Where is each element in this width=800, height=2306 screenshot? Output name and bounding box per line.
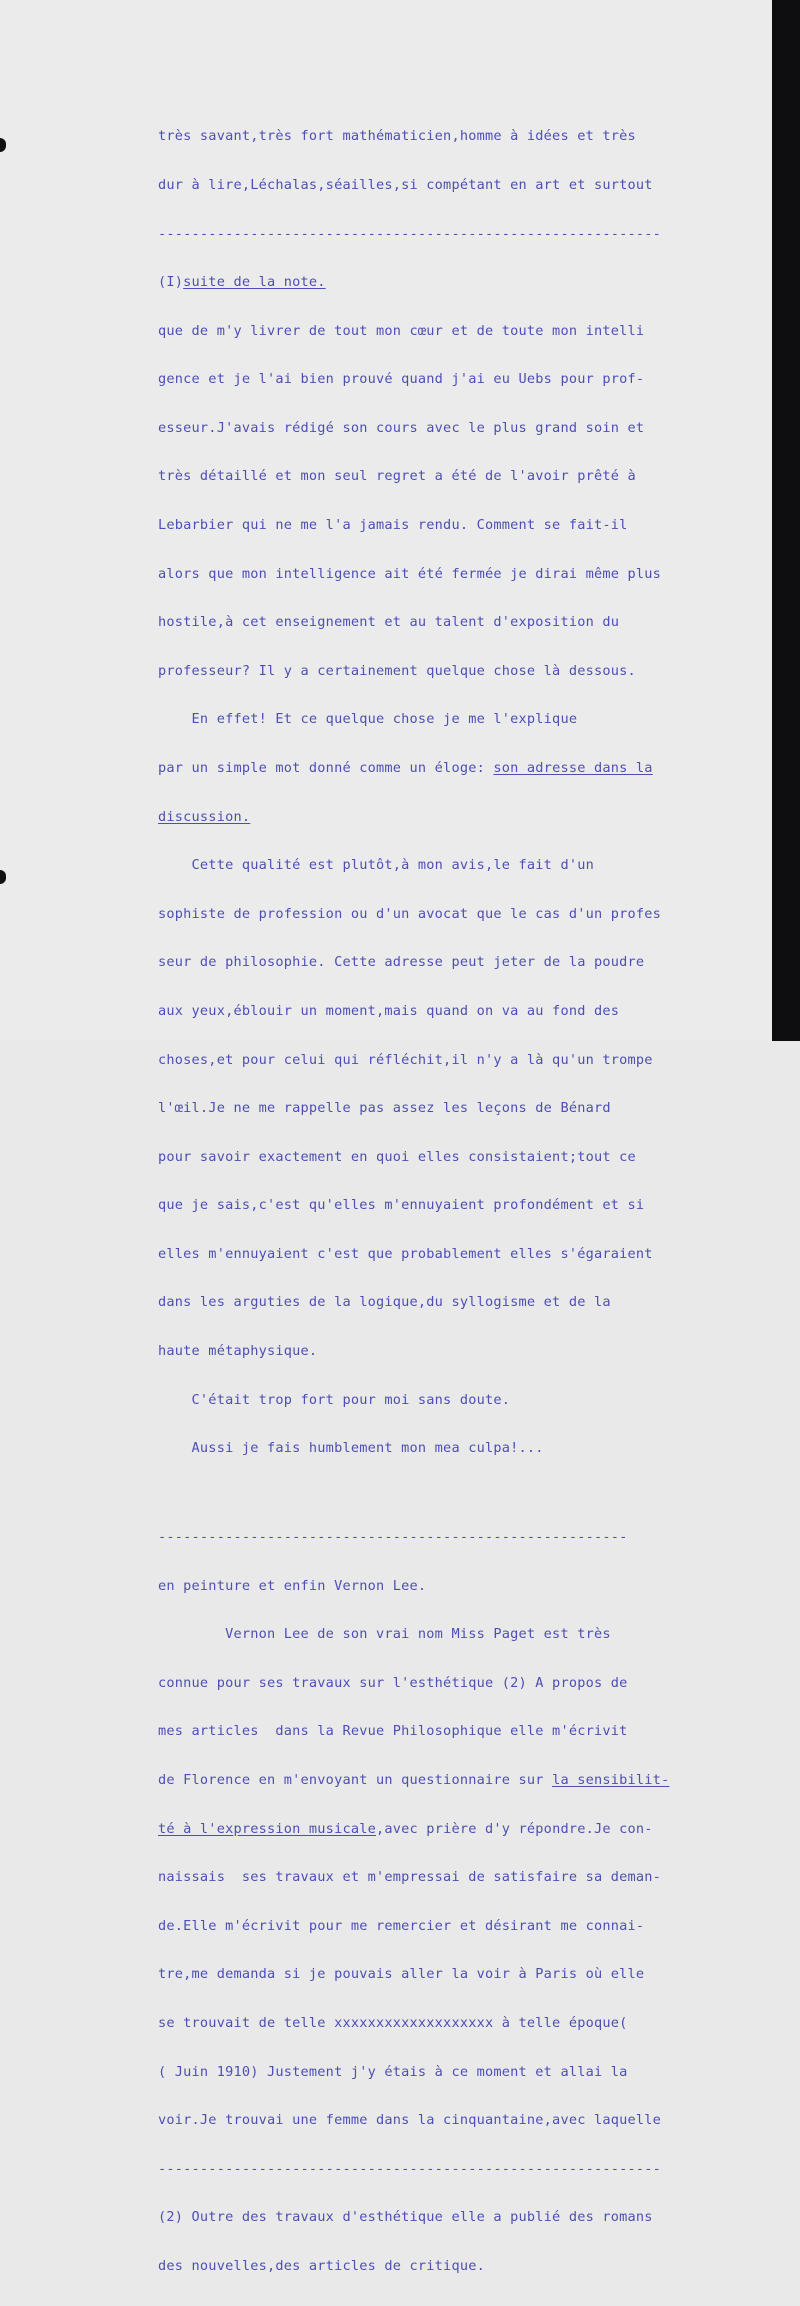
text-line: connue pour ses travaux sur l'esthétique (2) A propos de — [158, 1674, 628, 1691]
text-line: naissais ses travaux et m'empressai de satisfaire sa deman- — [158, 1869, 662, 1886]
text-segment: par un simple mot donné comme un éloge: — [158, 759, 494, 776]
text-line: En effet! Et ce quelque chose je me l'explique — [158, 711, 578, 728]
text-line: que je sais,c'est qu'elles m'ennuyaient profondément et si — [158, 1197, 645, 1214]
note-ref: (I) — [158, 274, 184, 290]
text-line: de.Elle m'écrivit pour me remercier et désirant me connai- — [158, 1917, 645, 1934]
text-line: se trouvait de telle xxxxxxxxxxxxxxxxxxx à telle époque( — [158, 2015, 628, 2031]
page-text — [158, 96, 758, 2306]
text-line: haute métaphysique. — [158, 1343, 318, 1360]
text-line: tre,me demanda si je pouvais aller la voir à Paris où elle — [158, 1966, 645, 1983]
note-title: suite de la note. — [183, 274, 326, 290]
text-segment: de Florence en m'envoyant un questionnaire sur — [158, 1772, 553, 1789]
underlined-phrase: la sensibilit- — [552, 1772, 670, 1789]
note-heading — [158, 274, 758, 290]
text-line: C'était trop fort pour moi sans doute. — [158, 1391, 511, 1408]
text-line: Cette qualité est plutôt,à mon avis,le fait d'un — [158, 857, 594, 874]
underlined-phrase: té à l'expression musicale — [158, 1820, 376, 1837]
text-line: mes articles dans la Revue Philosophique elle m'écrivit — [158, 1723, 628, 1740]
punch-hole — [0, 138, 6, 152]
text-segment: ,avec prière d'y répondre.Je con- — [376, 1820, 653, 1837]
separator-rule: ------------------------------------------------------------ — [158, 2160, 662, 2177]
text-line: Vernon Lee de son vrai nom Miss Paget est très — [158, 1626, 611, 1643]
text-line: sophiste de profession ou d'un avocat que le cas d'un profes — [158, 905, 662, 922]
text-line: gence et je l'ai bien prouvé quand j'ai eu Uebs pour prof- — [158, 371, 645, 388]
separator-rule: -------------------------------------------------------- — [158, 1529, 628, 1546]
text-line — [158, 1821, 758, 1837]
text-line: très savant,très fort mathématicien,homme à idées et très — [158, 128, 636, 145]
text-line: que de m'y livrer de tout mon cœur et de toute mon intelli — [158, 322, 645, 339]
text-line — [158, 1772, 758, 1788]
text-line: pour savoir exactement en quoi elles consistaient;tout ce — [158, 1148, 636, 1165]
text-line: en peinture et enfin Vernon Lee. — [158, 1577, 427, 1594]
footnote-line: des nouvelles,des articles de critique. — [158, 2257, 485, 2274]
text-line: Aussi je fais humblement mon mea culpa!... — [158, 1440, 544, 1457]
text-line: seur de philosophie. Cette adresse peut jeter de la poudre — [158, 954, 645, 971]
text-line: choses,et pour celui qui réfléchit,il n'y a là qu'un trompe — [158, 1051, 653, 1068]
text-line: hostile,à cet enseignement et au talent d'exposition du — [158, 614, 620, 631]
text-line — [158, 760, 758, 776]
text-line: voir.Je trouvai une femme dans la cinquantaine,avec laquelle — [158, 2112, 662, 2129]
separator-rule: ------------------------------------------------------------ — [158, 225, 662, 242]
text-line: aux yeux,éblouir un moment,mais quand on va au fond des — [158, 1002, 620, 1019]
text-line — [158, 809, 758, 825]
underlined-phrase: son adresse dans la — [493, 759, 653, 776]
text-line: elles m'ennuyaient c'est que probablement elles s'égaraient — [158, 1245, 653, 1262]
text-line: professeur? Il y a certainement quelque chose là dessous. — [158, 662, 636, 679]
text-line: esseur.J'avais rédigé son cours avec le plus grand soin et — [158, 419, 645, 436]
text-line: l'œil.Je ne me rappelle pas assez les leçons de Bénard — [158, 1100, 611, 1117]
text-line: dans les arguties de la logique,du syllogisme et de la — [158, 1294, 611, 1311]
text-line: dur à lire,Léchalas,séailles,si compétant en art et surtout — [158, 177, 653, 193]
text-line: très détaillé et mon seul regret a été de l'avoir prêté à — [158, 468, 636, 485]
text-line: alors que mon intelligence ait été fermée je dirai même plus — [158, 565, 662, 582]
text-line: ( Juin 1910) Justement j'y étais à ce moment et allai la — [158, 2063, 628, 2080]
text-line: Lebarbier qui ne me l'a jamais rendu. Comment se fait-il — [158, 516, 628, 533]
scan-border — [772, 0, 800, 1041]
footnote-line: (2) Outre des travaux d'esthétique elle a publié des romans — [158, 2209, 653, 2226]
underlined-phrase: discussion. — [158, 808, 251, 825]
punch-hole — [0, 870, 6, 884]
